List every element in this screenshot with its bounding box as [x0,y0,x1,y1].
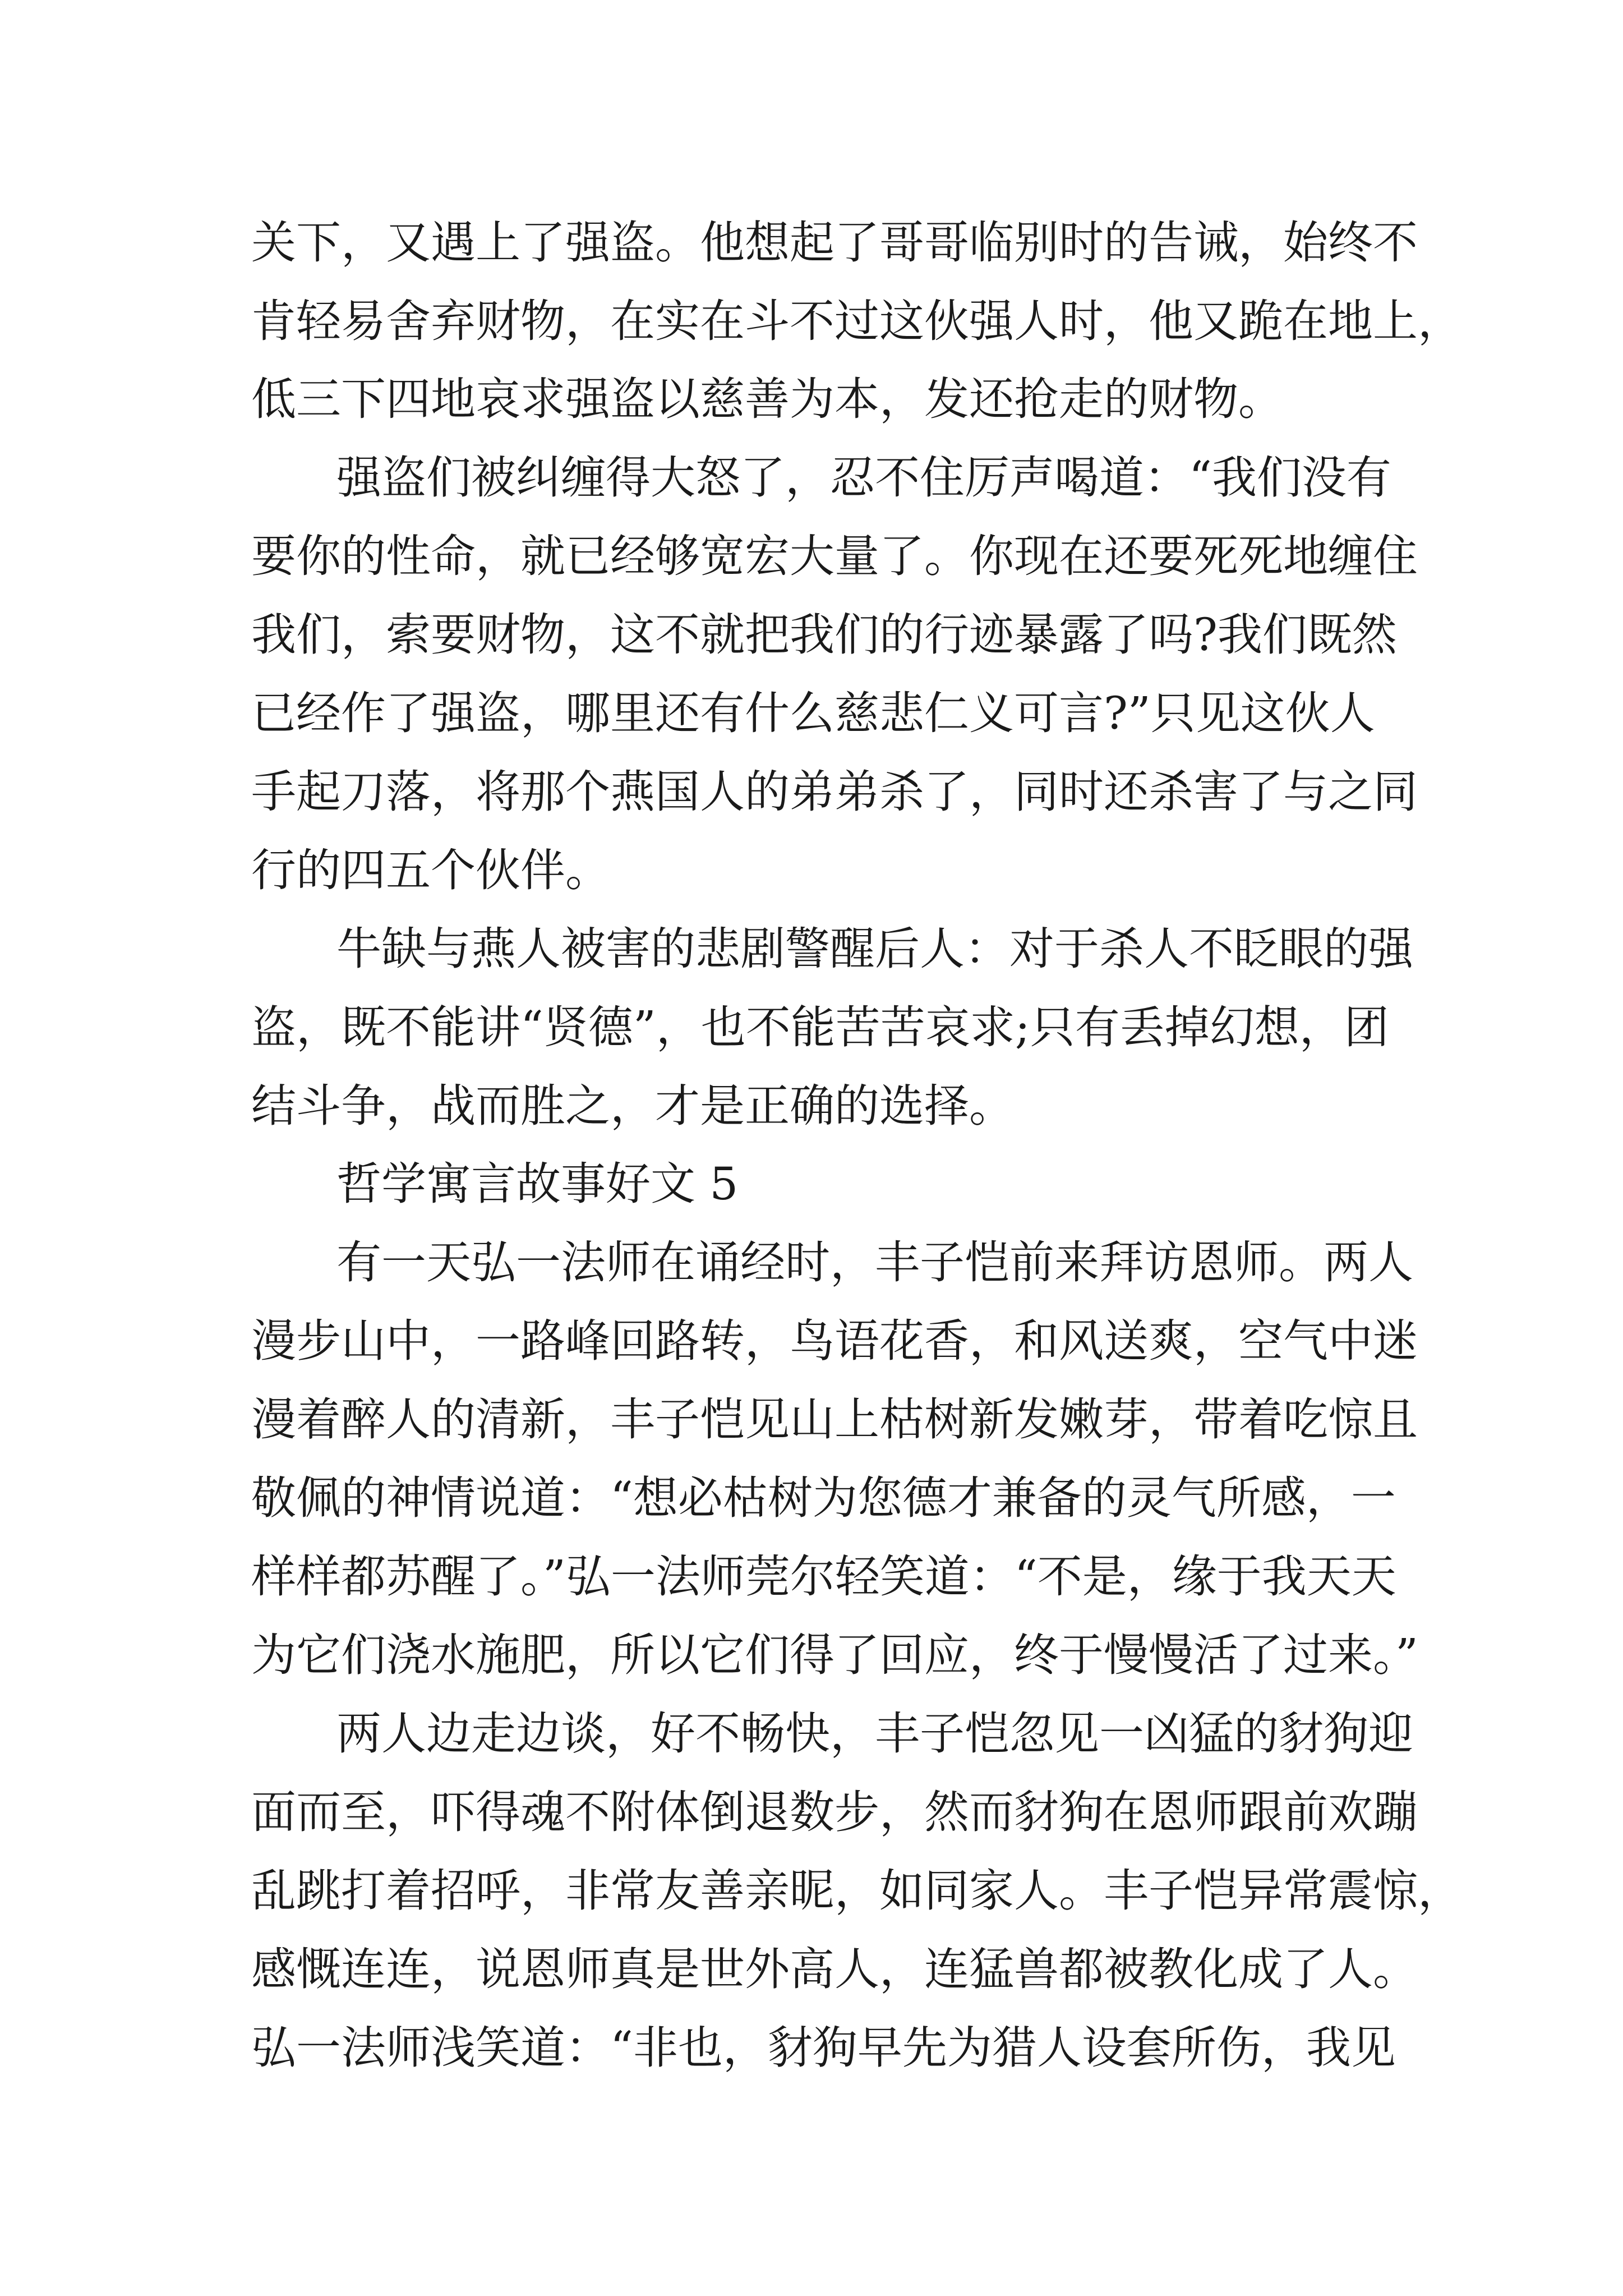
text-line: 我们，索要财物，这不就把我们的行迹暴露了吗?我们既然 [251,609,1397,661]
text-line: 漫步山中，一路峰回路转，鸟语花香，和风送爽，空气中迷 [251,1315,1418,1367]
paragraph-start-line: 两人边走边谈，好不畅快，丰子恺忽见一凶猛的豺狗迎 [336,1708,1413,1760]
paragraph-start-line: 强盗们被纠缠得大怒了，忍不住厉声喝道：“我们没有 [336,452,1391,504]
text-line: 低三下四地哀求强盗以慈善为本，发还抢走的财物。 [251,373,1283,425]
text-line: 已经作了强盗，哪里还有什么慈悲仁义可言?”只见这伙人 [251,687,1375,739]
text-line: 弘一法师浅笑道：“非也，豺狗早先为猎人设套所伤，我见 [251,2022,1396,2074]
section-heading: 哲学寓言故事好文 5 [336,1158,739,1210]
text-line: 敬佩的神情说道：“想必枯树为您德才兼备的灵气所感，一 [251,1472,1396,1524]
text-line: 样样都苏醒了。”弘一法师莞尔轻笑道：“不是，缘于我天天 [251,1550,1396,1603]
text-line: 关下，又遇上了强盗。他想起了哥哥临别时的告诫，始终不 [251,217,1418,269]
text-line: 盗，既不能讲“贤德”，也不能苦苦哀求;只有丢掉幻想，团 [251,1001,1389,1053]
text-line: 面而至，吓得魂不附体倒退数步，然而豺狗在恩师跟前欢蹦 [251,1786,1418,1838]
text-line: 乱跳打着招呼，非常友善亲昵，如同家人。丰子恺异常震惊， [251,1865,1463,1917]
text-line: 要你的性命，就已经够宽宏大量了。你现在还要死死地缠住 [251,530,1418,582]
text-line: 为它们浇水施肥，所以它们得了回应，终于慢慢活了过来。” [251,1629,1418,1681]
text-line: 手起刀落，将那个燕国人的弟弟杀了，同时还杀害了与之同 [251,766,1418,818]
text-line: 感慨连连，说恩师真是世外高人，连猛兽都被教化成了人。 [251,1943,1418,1995]
text-line: 漫着醉人的清新，丰子恺见山上枯树新发嫩芽，带着吃惊且 [251,1393,1418,1446]
text-line: 行的四五个伙伴。 [251,844,610,896]
text-line: 结斗争，战而胜之，才是正确的选择。 [251,1080,1014,1132]
paragraph-start-line: 牛缺与燕人被害的悲剧警醒后人：对于杀人不眨眼的强 [336,923,1413,975]
text-line: 肯轻易舍弃财物，在实在斗不过这伙强人时，他又跪在地上， [251,295,1463,347]
paragraph-start-line: 有一天弘一法师在诵经时，丰子恺前来拜访恩师。两人 [336,1236,1413,1289]
